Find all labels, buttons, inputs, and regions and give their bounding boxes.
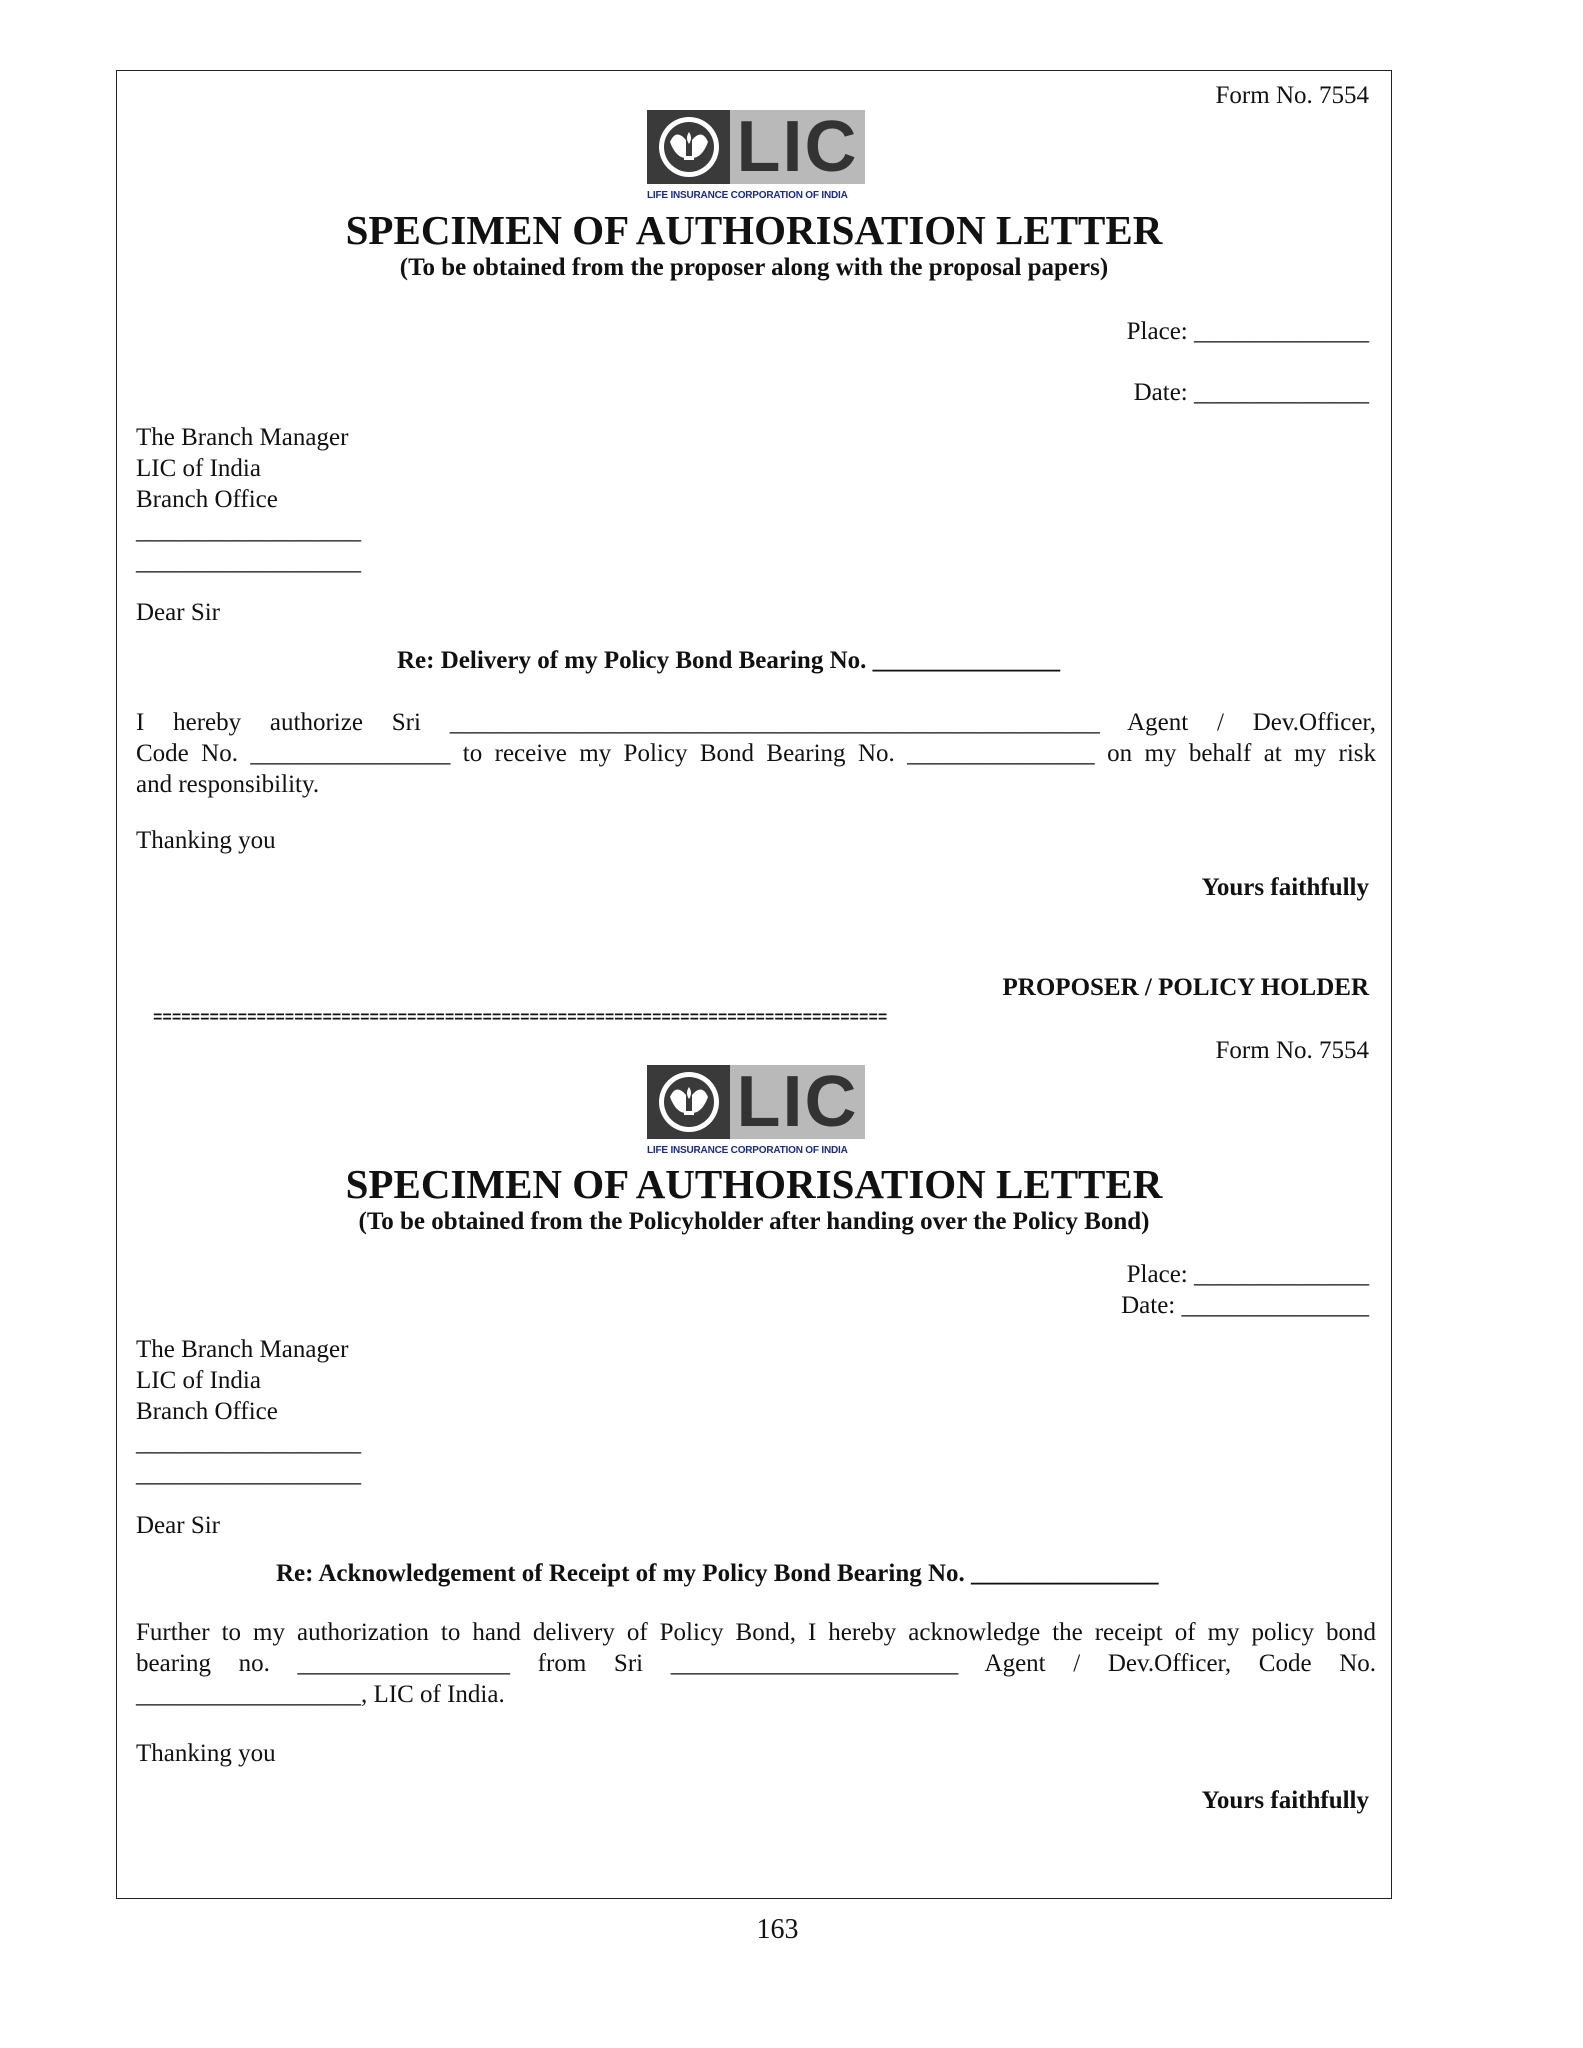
address-blank-line: __________________ — [136, 1460, 361, 1487]
address-line: The Branch Manager — [136, 424, 349, 451]
hands-lamp-emblem-icon — [647, 1065, 730, 1139]
letter-title: SPECIMEN OF AUTHORISATION LETTER — [345, 207, 1163, 253]
address-line: LIC of India — [136, 1367, 261, 1394]
cut-separator: ============================================================================== — [153, 1009, 888, 1027]
salutation: Dear Sir — [136, 1512, 220, 1539]
logo-caption: LIFE INSURANCE CORPORATION OF INDIA — [647, 1145, 848, 1156]
place-field: Place: ______________ — [1126, 318, 1369, 345]
place-field: Place: ______________ — [1126, 1261, 1369, 1288]
address-line: LIC of India — [136, 455, 261, 482]
address-line: Branch Office — [136, 1398, 278, 1425]
letter-subtitle: (To be obtained from the Policyholder after handing over the Policy Bond) — [358, 1208, 1150, 1235]
address-blank-line: __________________ — [136, 1429, 361, 1456]
address-blank-line: __________________ — [136, 548, 361, 575]
form-number: Form No. 7554 — [1215, 82, 1369, 109]
closing-text: Yours faithfully — [1201, 874, 1369, 901]
salutation: Dear Sir — [136, 599, 220, 626]
letter-subtitle: (To be obtained from the proposer along with the proposal papers) — [399, 254, 1109, 281]
body-line: Further to my authorization to hand delivery of Policy Bond, I hereby acknowledge the receipt of my policy bond — [136, 1619, 1376, 1646]
body-line: __________________, LIC of India. — [136, 1681, 505, 1708]
lic-logo — [647, 1062, 865, 1156]
address-block — [136, 422, 361, 577]
lic-logo — [647, 107, 865, 201]
logo-wordmark: LIC — [730, 110, 865, 184]
address-block — [136, 1334, 361, 1489]
body-line: I hereby authorize Sri ____________________________________________________ Agent / Dev.Officer, — [136, 709, 1376, 736]
signatory-label: PROPOSER / POLICY HOLDER — [1002, 974, 1369, 1001]
body-line: and responsibility. — [136, 771, 320, 798]
closing-text: Yours faithfully — [1201, 1787, 1369, 1814]
letter-body — [136, 1617, 1376, 1710]
body-line: bearing no. _________________ from Sri _______________________ Agent / Dev.Officer, Code No. — [136, 1650, 1376, 1677]
body-line: Code No. ________________ to receive my Policy Bond Bearing No. _______________ on my behalf at my risk — [136, 740, 1376, 767]
logo-caption: LIFE INSURANCE CORPORATION OF INDIA — [647, 190, 848, 201]
thanking-text: Thanking you — [136, 1740, 276, 1767]
date-field: Date: ______________ — [1133, 379, 1369, 406]
subject-line: Re: Acknowledgement of Receipt of my Policy Bond Bearing No. _______________ — [276, 1560, 1159, 1587]
letter-body — [136, 707, 1376, 800]
address-blank-line: __________________ — [136, 517, 361, 544]
address-line: The Branch Manager — [136, 1336, 349, 1363]
logo-wordmark: LIC — [730, 1065, 865, 1139]
address-line: Branch Office — [136, 486, 278, 513]
hands-lamp-emblem-icon — [647, 110, 730, 184]
form-number: Form No. 7554 — [1215, 1037, 1369, 1064]
subject-line: Re: Delivery of my Policy Bond Bearing No. _______________ — [397, 647, 1061, 674]
date-field: Date: _______________ — [1121, 1292, 1369, 1319]
thanking-text: Thanking you — [136, 827, 276, 854]
page-number: 163 — [756, 1914, 799, 1945]
letter-title: SPECIMEN OF AUTHORISATION LETTER — [345, 1161, 1163, 1207]
